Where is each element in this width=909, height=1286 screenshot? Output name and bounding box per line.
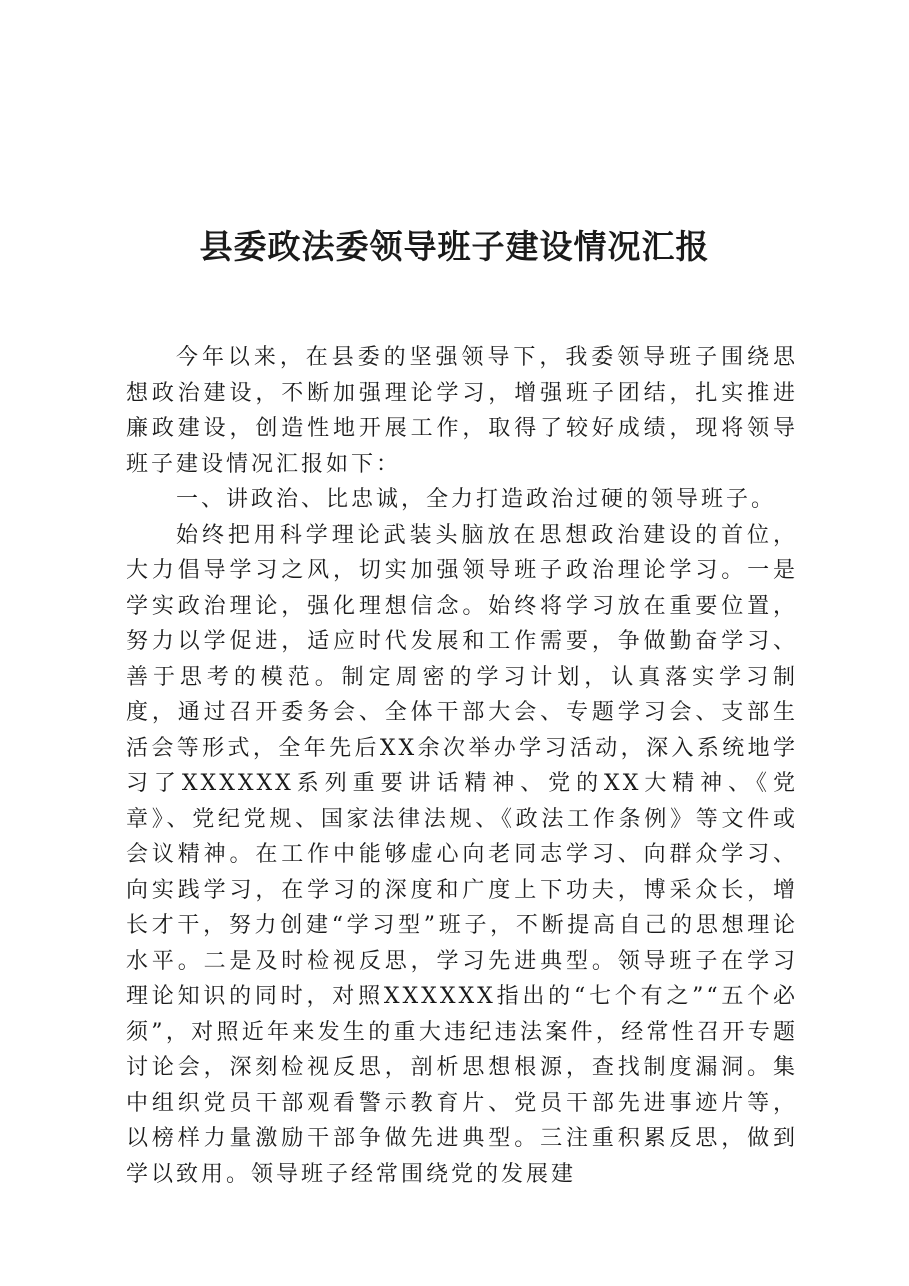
- intro-paragraph: 今年以来，在县委的坚强领导下，我委领导班子围绕思想政治建设，不断加强理论学习，增强班子团结，扎实推进廉政建设，创造性地开展工作，取得了较好成绩，现将领导班子建设情况汇报如下：: [126, 345, 798, 477]
- document-body: [126, 340, 798, 1192]
- section-heading-1: 一、讲政治、比忠诚，全力打造政治过硬的领导班子。: [176, 487, 777, 512]
- section-body-paragraph: 始终把用科学理论武装头脑放在思想政治建设的首位，大力倡导学习之风，切实加强领导班子政治理论学习。一是学实政治理论，强化理想信念。始终将学习放在重要位置，努力以学促进，适应时代发展和工作需要，争做勤奋学习、善于思考的模范。制定周密的学习计划，认真落实学习制度，通过召开委务会、全体干部大会、专题学习会、支部生活会等形式，全年先后XX余次举办学习活动，深入系统地学习了XXXXXX系列重要讲话精神、党的XX大精神、《党章》、党纪党规、国家法律法规、《政法工作条例》等文件或会议精神。在工作中能够虚心向老同志学习、向群众学习、向实践学习，在学习的深度和广度上下功夫，博采众长，增长才干，努力创建“学习型”班子，不断提高自己的思想理论水平。二是及时检视反思，学习先进典型。领导班子在学习理论知识的同时，对照XXXXXX指出的“七个有之”“五个必须”，对照近年来发生的重大违纪违法案件，经常性召开专题讨论会，深刻检视反思，剖析思想根源，查找制度漏洞。集中组织党员干部观看警示教育片、党员干部先进事迹片等，以榜样力量激励干部争做先进典型。三注重积累反思，做到学以致用。领导班子经常围绕党的发展建: [126, 522, 798, 1187]
- document-title: 县委政法委领导班子建设情况汇报: [199, 227, 710, 266]
